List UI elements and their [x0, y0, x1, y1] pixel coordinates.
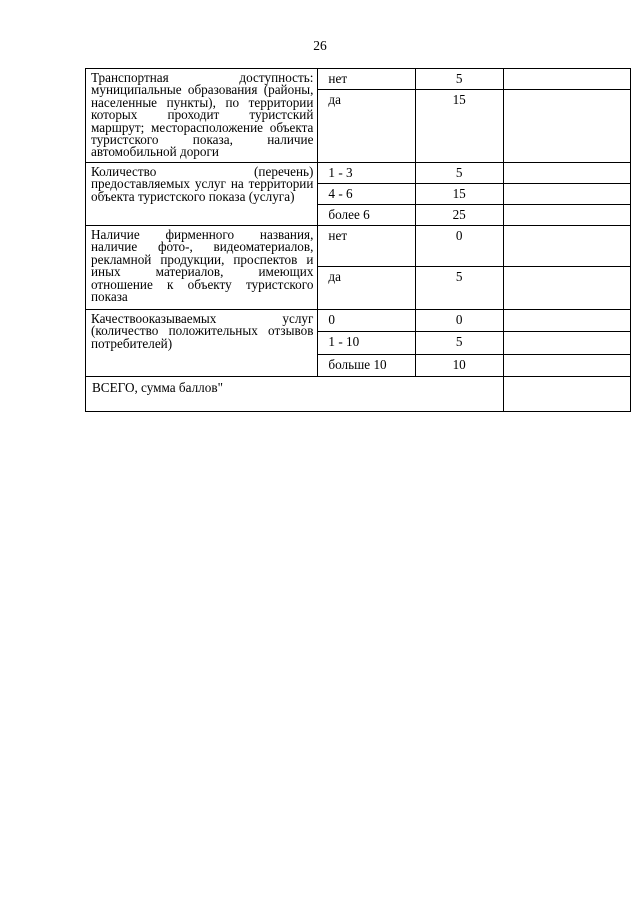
criterion-cell: Наличие фирменного названия, наличие фото-, видеоматериалов, рекламной продукции, проспектов и иных материалов, имеющих отношение к объекту туристского показа — [86, 226, 318, 310]
points-cell: 10 — [415, 355, 503, 377]
score-cell — [503, 267, 630, 310]
points-cell: 0 — [415, 310, 503, 332]
points-cell: 5 — [415, 163, 503, 184]
option-cell: больше 10 — [318, 355, 415, 377]
score-cell — [503, 163, 630, 184]
points-cell: 0 — [415, 226, 503, 267]
points-cell: 25 — [415, 205, 503, 226]
points-cell: 15 — [415, 90, 503, 163]
table-row — [86, 310, 631, 332]
total-label: ВСЕГО, сумма баллов" — [86, 377, 504, 412]
score-cell — [503, 226, 630, 267]
score-cell — [503, 90, 630, 163]
points-cell: 15 — [415, 184, 503, 205]
option-cell: 1 - 3 — [318, 163, 415, 184]
points-cell: 5 — [415, 69, 503, 90]
points-cell: 5 — [415, 267, 503, 310]
table-row — [86, 69, 631, 90]
option-cell: 4 - 6 — [318, 184, 415, 205]
total-row — [86, 377, 631, 412]
score-cell — [503, 184, 630, 205]
option-cell: да — [318, 267, 415, 310]
criterion-cell: Количество (перечень) предоставляемых услуг на территории объекта туристского показа (услуга) — [86, 163, 318, 226]
criterion-cell: Качествооказываемых услуг (количество положительных отзывов потребителей) — [86, 310, 318, 377]
option-cell: 1 - 10 — [318, 332, 415, 355]
page-number: 26 — [313, 38, 327, 53]
score-cell — [503, 332, 630, 355]
criterion-cell: Транспортная доступность: муниципальные образования (районы, населенные пункты), по территории которых проходит туристский маршрут; месторасположение объекта туристского показа, наличие автомобильной дороги — [86, 69, 318, 163]
option-cell: нет — [318, 226, 415, 267]
option-cell: 0 — [318, 310, 415, 332]
score-cell — [503, 205, 630, 226]
total-score-cell — [503, 377, 630, 412]
option-cell: да — [318, 90, 415, 163]
score-cell — [503, 69, 630, 90]
table-row — [86, 226, 631, 267]
criteria-table — [85, 68, 631, 412]
score-cell — [503, 310, 630, 332]
option-cell: нет — [318, 69, 415, 90]
points-cell: 5 — [415, 332, 503, 355]
score-cell — [503, 355, 630, 377]
table-row — [86, 163, 631, 184]
option-cell: более 6 — [318, 205, 415, 226]
